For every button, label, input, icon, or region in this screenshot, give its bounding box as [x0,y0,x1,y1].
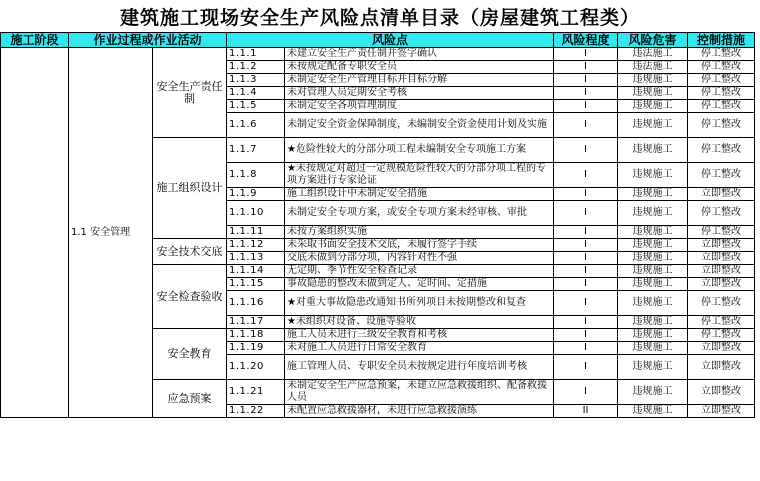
hazard-cell: 违规施工 [618,291,688,316]
risk-cell: 交底未做到分部分项，内容针对性不强 [285,252,554,265]
risk-cell: 未配置应急救援器材，未进行应急救援演练 [285,405,554,418]
code-cell: 1.1.3 [227,74,285,87]
level-cell: I [554,291,618,316]
level-cell: I [554,355,618,380]
measure-cell: 停工整改 [688,48,755,61]
hazard-cell: 违规施工 [618,87,688,100]
risk-cell: ★对重大事故隐患改通知书所列项目未按期整改和复查 [285,291,554,316]
risk-cell: 未制定安全生产应急预案，未建立应急救援组织、配备救援人员 [285,380,554,405]
level-cell: I [554,239,618,252]
group-cell: 安全技术交底 [153,239,227,265]
risk-cell: 施工组织设计中未制定安全措施 [285,188,554,201]
measure-cell: 停工整改 [688,316,755,329]
level-cell: I [554,252,618,265]
measure-cell: 立即整改 [688,405,755,418]
code-cell: 1.1.8 [227,163,285,188]
group-cell: 施工组织设计 [153,138,227,239]
hazard-cell: 违规施工 [618,226,688,239]
level-cell: I [554,380,618,405]
risk-cell: 未制定安全各项管理制度 [285,100,554,113]
level-cell: I [554,163,618,188]
risk-cell: 施工管理人员、专职安全员未按规定进行年度培训考核 [285,355,554,380]
risk-cell: 无定期、季节性安全检查记录 [285,265,554,278]
hazard-cell: 违规施工 [618,74,688,87]
level-cell: I [554,61,618,74]
code-cell: 1.1.21 [227,380,285,405]
hazard-cell: 违规施工 [618,355,688,380]
header-risk-point: 风险点 [227,33,554,48]
measure-cell: 立即整改 [688,188,755,201]
header-level: 风险程度 [554,33,618,48]
measure-cell: 立即整改 [688,342,755,355]
header-row [1,33,755,48]
hazard-cell: 违规施工 [618,265,688,278]
group-cell: 安全教育 [153,329,227,380]
risk-cell: 未采取书面安全技术交底，未履行签字手续 [285,239,554,252]
hazard-cell: 违规施工 [618,252,688,265]
code-cell: 1.1.14 [227,265,285,278]
risk-cell: 未制定安全专项方案，或安全专项方案未经审核、审批 [285,201,554,226]
code-cell: 1.1.19 [227,342,285,355]
hazard-cell: 违法施工 [618,48,688,61]
code-cell: 1.1.18 [227,329,285,342]
risk-cell: 未按方案组织实施 [285,226,554,239]
risk-cell: 未对管理人员定期安全考核 [285,87,554,100]
code-cell: 1.1.2 [227,61,285,74]
hazard-cell: 违规施工 [618,380,688,405]
hazard-cell: 违规施工 [618,316,688,329]
sheet-title: 建筑施工现场安全生产风险点清单目录（房屋建筑工程类） [119,6,640,29]
hazard-cell: 违规施工 [618,201,688,226]
hazard-cell: 违规施工 [618,278,688,291]
table-row [1,48,755,61]
risk-cell: 未建立安全生产责任制并签字确认 [285,48,554,61]
level-cell: I [554,342,618,355]
code-cell: 1.1.5 [227,100,285,113]
level-cell: I [554,188,618,201]
level-cell: I [554,278,618,291]
risk-cell: 未对施工人员进行日常安全教育 [285,342,554,355]
hazard-cell: 违规施工 [618,113,688,138]
measure-cell: 立即整改 [688,278,755,291]
level-cell: I [554,329,618,342]
code-cell: 1.1.15 [227,278,285,291]
measure-cell: 停工整改 [688,87,755,100]
risk-cell: ★危险性较大的分部分项工程未编制安全专项施工方案 [285,138,554,163]
header-process: 作业过程或作业活动 [69,33,227,48]
header-measure: 控制措施 [688,33,755,48]
hazard-cell: 违规施工 [618,342,688,355]
measure-cell: 停工整改 [688,201,755,226]
measure-cell: 停工整改 [688,138,755,163]
level-cell: I [554,87,618,100]
measure-cell: 停工整改 [688,163,755,188]
measure-cell: 停工整改 [688,61,755,74]
code-cell: 1.1.16 [227,291,285,316]
measure-cell: 停工整改 [688,226,755,239]
risk-cell: 未按规定配备专职安全员 [285,61,554,74]
hazard-cell: 违法施工 [618,61,688,74]
level-cell: I [554,100,618,113]
process-cell: 1.1 安全管理 [69,48,153,418]
risk-cell: 事故隐患的整改未做到定人、定时间、定措施 [285,278,554,291]
risk-point-table [0,32,755,418]
code-cell: 1.1.22 [227,405,285,418]
risk-cell: ★未按规定对超过一定规模危险性较大的分部分项工程的专项方案进行专家论证 [285,163,554,188]
code-cell: 1.1.17 [227,316,285,329]
code-cell: 1.1.13 [227,252,285,265]
risk-cell: 未制定安全生产管理目标并目标分解 [285,74,554,87]
header-hazard: 风险危害 [618,33,688,48]
measure-cell: 停工整改 [688,74,755,87]
header-stage: 施工阶段 [1,33,69,48]
hazard-cell: 违规施工 [618,163,688,188]
measure-cell: 立即整改 [688,355,755,380]
measure-cell: 停工整改 [688,329,755,342]
measure-cell: 停工整改 [688,291,755,316]
level-cell: I [554,316,618,329]
group-cell: 安全生产责任制 [153,48,227,138]
risk-cell: 施工人员未进行三级安全教育和考核 [285,329,554,342]
measure-cell: 立即整改 [688,380,755,405]
stage-cell [1,48,69,418]
code-cell: 1.1.6 [227,113,285,138]
code-cell: 1.1.1 [227,48,285,61]
hazard-cell: 违规施工 [618,239,688,252]
level-cell: I [554,226,618,239]
risk-cell: ★未组织对设备、设施等验收 [285,316,554,329]
code-cell: 1.1.10 [227,201,285,226]
group-cell: 应急预案 [153,380,227,418]
level-cell: I [554,48,618,61]
measure-cell: 停工整改 [688,100,755,113]
code-cell: 1.1.4 [227,87,285,100]
code-cell: 1.1.9 [227,188,285,201]
measure-cell: 立即整改 [688,252,755,265]
level-cell: II [554,405,618,418]
code-cell: 1.1.12 [227,239,285,252]
hazard-cell: 违规施工 [618,188,688,201]
risk-cell: 未制定安全资金保障制度，未编制安全资金使用计划及实施 [285,113,554,138]
code-cell: 1.1.11 [227,226,285,239]
code-cell: 1.1.20 [227,355,285,380]
group-cell: 安全检查验收 [153,265,227,329]
code-cell: 1.1.7 [227,138,285,163]
measure-cell: 停工整改 [688,113,755,138]
level-cell: I [554,74,618,87]
hazard-cell: 违规施工 [618,405,688,418]
hazard-cell: 违规施工 [618,100,688,113]
measure-cell: 立即整改 [688,239,755,252]
level-cell: I [554,138,618,163]
hazard-cell: 违规施工 [618,138,688,163]
level-cell: I [554,113,618,138]
hazard-cell: 违规施工 [618,329,688,342]
level-cell: I [554,265,618,278]
measure-cell: 立即整改 [688,265,755,278]
level-cell: I [554,201,618,226]
